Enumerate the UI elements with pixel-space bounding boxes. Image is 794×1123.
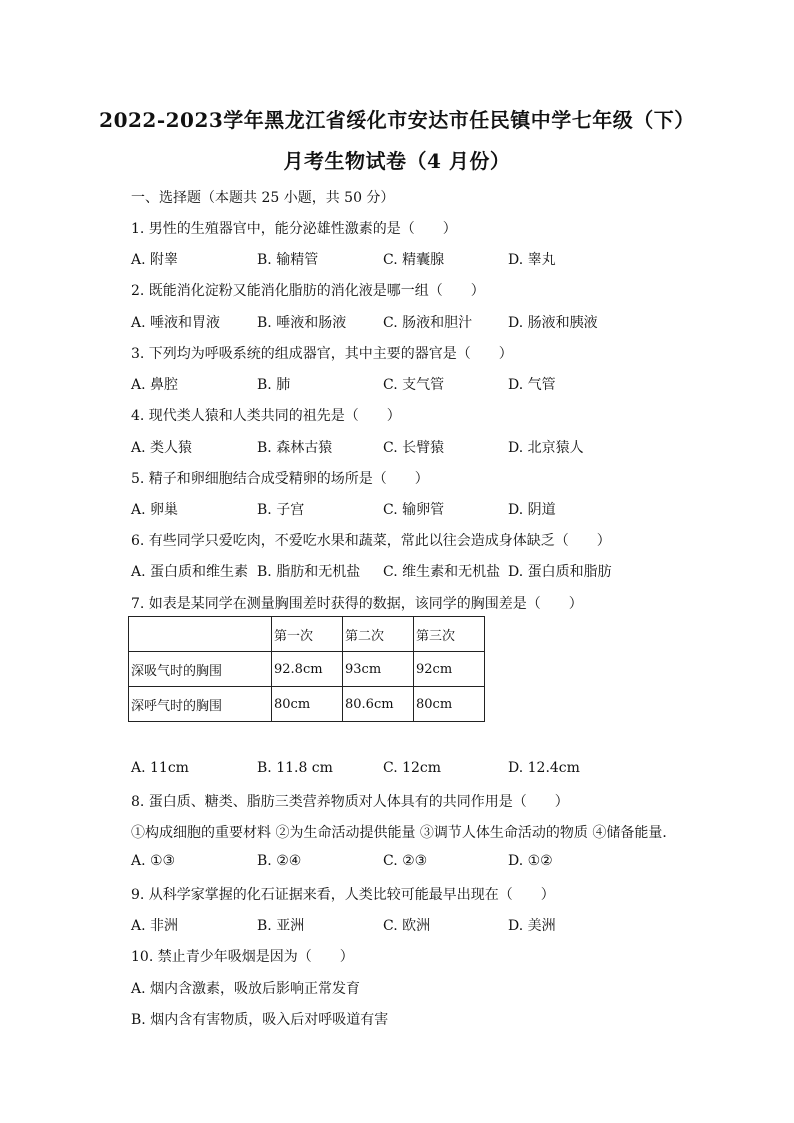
option-a: A. 11cm <box>131 760 189 776</box>
option-d: D. ①② <box>508 853 553 869</box>
question-options <box>131 915 731 935</box>
question-stem: 7. 如表是某同学在测量胸围差时获得的数据，该同学的胸围差是（ ） <box>131 596 583 612</box>
table-row <box>129 652 485 687</box>
option-c: C. 长臂猿 <box>383 440 445 456</box>
table-cell: 93cm <box>343 652 414 687</box>
option-a: A. 类人猿 <box>131 440 193 456</box>
page-subtitle: 月考生物试卷（4 月份） <box>283 149 511 173</box>
option-b: B. 烟内含有害物质，吸入后对呼吸道有害 <box>131 1012 389 1028</box>
question-stem: 4. 现代类人猿和人类共同的祖先是（ ） <box>131 408 401 424</box>
option-c: C. 支气管 <box>383 377 445 393</box>
option-a: A. 鼻腔 <box>131 377 179 393</box>
table-cell: 深呼气时的胸围 <box>129 687 272 722</box>
option-c: C. 维生素和无机盐 <box>383 564 501 580</box>
option-b: B. 输精管 <box>257 252 319 268</box>
option-b: B. 唾液和肠液 <box>257 315 347 331</box>
option-d: D. 肠液和胰液 <box>508 315 598 331</box>
option-c: C. 精囊腺 <box>383 252 445 268</box>
option-d: D. 气管 <box>508 377 556 393</box>
table-cell: 80cm <box>272 687 343 722</box>
question-options <box>131 437 731 457</box>
option-a: A. 蛋白质和维生素 <box>131 564 249 580</box>
option-c: C. ②③ <box>383 853 428 869</box>
option-a: A. 附睾 <box>131 252 179 268</box>
question-stem: 6. 有些同学只爱吃肉，不爱吃水果和蔬菜，常此以往会造成身体缺乏（ ） <box>131 533 611 549</box>
chest-measurement-table <box>128 616 485 722</box>
option-a: A. 唾液和胃液 <box>131 315 221 331</box>
option-c: C. 欧洲 <box>383 918 431 934</box>
question-stem: 3. 下列均为呼吸系统的组成器官，其中主要的器官是（ ） <box>131 346 513 362</box>
option-a: A. 烟内含激素，吸放后影响正常发育 <box>131 981 361 997</box>
page-title: 2022-2023学年黑龙江省绥化市安达市任民镇中学七年级（下） <box>99 108 695 132</box>
question-stem: 2. 既能消化淀粉又能消化脂肪的消化液是哪一组（ ） <box>131 283 485 299</box>
question-stem: 9. 从科学家掌握的化石证据来看，人类比较可能最早出现在（ ） <box>131 887 555 903</box>
option-b: B. 脂肪和无机盐 <box>257 564 361 580</box>
option-d: D. 美洲 <box>508 918 556 934</box>
option-a: A. 卵巢 <box>131 502 179 518</box>
table-cell: 80cm <box>414 687 485 722</box>
table-header-cell: 第一次 <box>272 617 343 652</box>
option-c: C. 输卵管 <box>383 502 445 518</box>
table-cell: 92cm <box>414 652 485 687</box>
question-options <box>131 499 731 519</box>
question-stem: 8. 蛋白质、糖类、脂肪三类营养物质对人体具有的共同作用是（ ） <box>131 794 569 810</box>
option-d: D. 北京猿人 <box>508 440 584 456</box>
table-header-cell: 第二次 <box>343 617 414 652</box>
question-items: ①构成细胞的重要材料 ②为生命活动提供能量 ③调节人体生命活动的物质 ④储备能量． <box>131 825 677 841</box>
table-header-cell <box>129 617 272 652</box>
option-d: D. 睾丸 <box>508 252 556 268</box>
option-b: B. 11.8 cm <box>257 760 333 776</box>
option-c: C. 12cm <box>383 760 442 776</box>
option-a: A. 非洲 <box>131 918 179 934</box>
question-stem: 10. 禁止青少年吸烟是因为（ ） <box>131 949 354 965</box>
table-cell: 深吸气时的胸围 <box>129 652 272 687</box>
option-b: B. ②④ <box>257 853 302 869</box>
table-header-row <box>129 617 485 652</box>
question-stem: 1. 男性的生殖器官中，能分泌雄性激素的是（ ） <box>131 221 457 237</box>
question-options <box>131 853 731 873</box>
question-options <box>131 561 731 581</box>
option-b: B. 肺 <box>257 377 291 393</box>
question-options <box>131 249 731 269</box>
option-b: B. 子宫 <box>257 502 305 518</box>
question-options <box>131 760 731 780</box>
section-heading: 一、选择题（本题共 25 小题，共 50 分） <box>131 190 395 206</box>
table-row <box>129 687 485 722</box>
option-d: D. 阴道 <box>508 502 556 518</box>
option-c: C. 肠液和胆汁 <box>383 315 473 331</box>
option-d: D. 蛋白质和脂肪 <box>508 564 612 580</box>
question-options <box>131 312 731 332</box>
option-a: A. ①③ <box>131 853 176 869</box>
table-cell: 92.8cm <box>272 652 343 687</box>
option-b: B. 森林古猿 <box>257 440 333 456</box>
question-stem: 5. 精子和卵细胞结合成受精卵的场所是（ ） <box>131 471 429 487</box>
table-cell: 80.6cm <box>343 687 414 722</box>
option-d: D. 12.4cm <box>508 760 580 776</box>
table-header-cell: 第三次 <box>414 617 485 652</box>
question-options <box>131 374 731 394</box>
option-b: B. 亚洲 <box>257 918 305 934</box>
